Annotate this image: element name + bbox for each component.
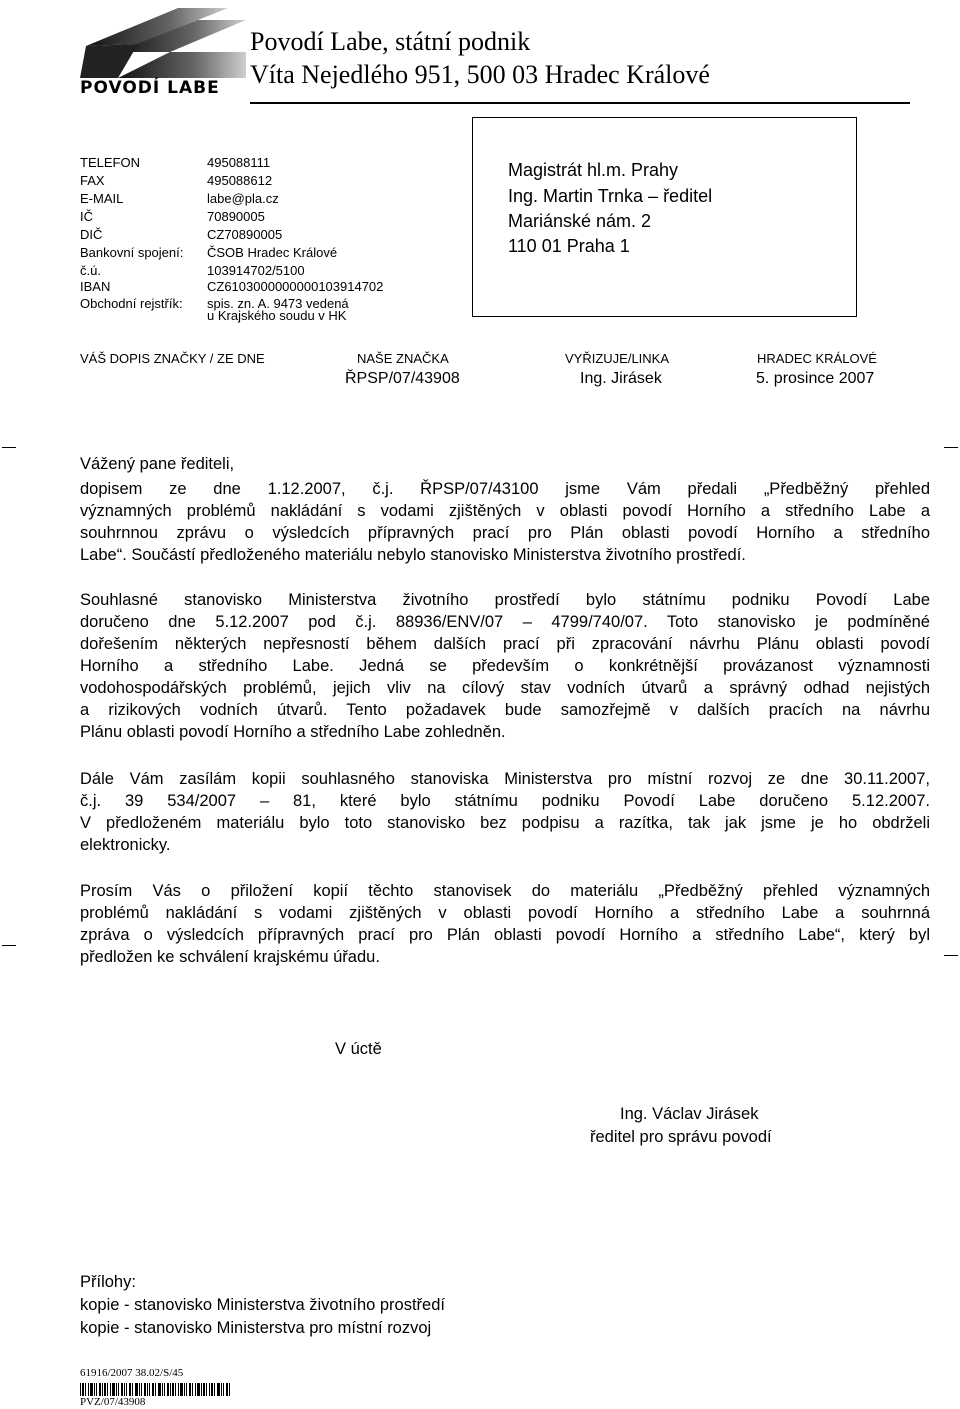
- paragraph-line: Dále Vám zasílám kopii souhlasného stanoviska Ministerstva pro místní rozvoj ze dne 30.11.2007,: [80, 770, 930, 788]
- recipient-line: Magistrát hl.m. Prahy: [508, 160, 679, 180]
- attachment-item: kopie - stanovisko Ministerstva pro místní rozvoj: [80, 1319, 432, 1337]
- contact-label: TELEFON: [80, 155, 140, 170]
- contact-label: č.ú.: [80, 263, 101, 278]
- paragraph-line: problémů nakládání s vodami zjištěných v oblasti povodí Horního a středního Labe a souhrnná: [80, 904, 930, 922]
- fold-mark: [2, 447, 16, 448]
- paragraph-line: Labe“. Součástí předloženého materiálu nebylo stanovisko Ministerstva životního prostředí.: [80, 546, 746, 564]
- contact-value: ČSOB Hradec Králové: [207, 245, 338, 260]
- your-ref-label: VÁŠ DOPIS ZNAČKY / ZE DNE: [80, 351, 265, 366]
- paragraph-line: dořešením některých nepřesností během dalších prací při zpracování návrhu Plánu oblasti povodí: [80, 635, 930, 653]
- contact-label: Obchodní rejstřík:: [80, 296, 183, 311]
- contact-block: [80, 155, 440, 323]
- our-ref-label: NAŠE ZNAČKA: [357, 351, 449, 366]
- contact-value: labe@pla.cz: [207, 191, 279, 206]
- contact-label: DIČ: [80, 227, 103, 242]
- paragraph-line: elektronicky.: [80, 836, 171, 854]
- contact-value: 70890005: [207, 209, 265, 224]
- barcode: [80, 1383, 230, 1396]
- signature-title: ředitel pro správu povodí: [590, 1128, 772, 1146]
- contact-value: 495088111: [207, 155, 271, 170]
- paragraph-line: předložen ke schválení krajskému úřadu.: [80, 948, 380, 966]
- place-label: HRADEC KRÁLOVÉ: [757, 351, 877, 366]
- paragraph-3: [80, 768, 930, 856]
- recipient-line: Ing. Martin Trnka – ředitel: [508, 186, 713, 206]
- salutation: Vážený pane řediteli,: [80, 455, 235, 473]
- contact-value: u Krajského soudu v HK: [207, 308, 347, 323]
- our-ref-value: ŘPSP/07/43908: [345, 370, 460, 387]
- paragraph-line: doručeno dne 5.12.2007 pod č.j. 88936/ENV/07 – 4799/740/07. Toto stanovisko je podmíněné: [80, 613, 930, 631]
- paragraph-line: Prosím Vás o přiložení kopií těchto stanovisek do materiálu „Předběžný přehled významných: [80, 882, 930, 900]
- contact-value: CZ6103000000000103914702: [207, 279, 384, 294]
- fold-mark: [944, 447, 958, 448]
- contact-label: E-MAIL: [80, 191, 124, 206]
- signature-name: Ing. Václav Jirásek: [620, 1105, 759, 1123]
- contact-label: Bankovní spojení:: [80, 245, 184, 260]
- paragraph-line: Plánu oblasti povodí Horního a středního Labe zohledněn.: [80, 723, 506, 741]
- paragraph-line: a rizikových vodních útvarů. Tento požadavek bude samozřejmě v dalších pracích na návrhu: [80, 701, 930, 719]
- recipient-line: Mariánské nám. 2: [508, 211, 652, 231]
- paragraph-1: [80, 478, 930, 566]
- handler-label: VYŘIZUJE/LINKA: [565, 351, 670, 366]
- paragraph-line: č.j. 39 534/2007 – 81, které bylo státnímu podniku Povodí Labe doručeno 5.12.2007.: [80, 792, 930, 810]
- company-address: Víta Nejedlého 951, 500 03 Hradec Králové: [250, 60, 710, 89]
- paragraph-line: Horního a středního Labe. Jedná se především o konkrétnější provázanost významnosti: [80, 657, 930, 675]
- company-name: Povodí Labe, státní podnik: [250, 27, 531, 56]
- recipient-line: 110 01 Praha 1: [508, 236, 630, 256]
- paragraph-line: zpráva o výsledcích přípravných prací pro Plán oblasti povodí Horního a středního Labe“, který byl: [80, 926, 930, 944]
- contact-value: spis. zn. A. 9473 vedená: [207, 296, 349, 311]
- date-value: 5. prosince 2007: [756, 370, 875, 387]
- paragraph-line: dopisem ze dne 1.12.2007, č.j. ŘPSP/07/43100 jsme Vám předali „Předběžný přehled: [80, 480, 930, 498]
- paragraph-line: V předloženém materiálu bylo toto stanovisko bez podpisu a razítka, tak jak jsme je ho obdrželi: [80, 814, 930, 832]
- attachment-item: kopie - stanovisko Ministerstva životního prostředí: [80, 1296, 445, 1314]
- fold-mark: [2, 945, 16, 946]
- contact-label: IBAN: [80, 279, 111, 294]
- header-divider: [250, 102, 910, 104]
- footer-barcode-id: PVZ/07/43908: [80, 1396, 146, 1408]
- closing: V úctě: [335, 1040, 382, 1058]
- paragraph-line: Souhlasné stanovisko Ministerstva životního prostředí bylo státnímu podniku Povodí Labe: [80, 591, 930, 609]
- paragraph-line: souhrnnou zprávu o výsledcích přípravných prací pro Plán oblasti povodí Horního a středního: [80, 524, 930, 542]
- contact-label: IČ: [80, 209, 93, 224]
- logo-text: POVODÍ LABE: [80, 78, 220, 98]
- fold-mark: [944, 955, 958, 956]
- attachments-label: Přílohy:: [80, 1273, 136, 1291]
- contact-value: CZ70890005: [207, 227, 283, 242]
- paragraph-2: [80, 589, 930, 743]
- contact-value: 103914702/5100: [207, 263, 305, 278]
- footer-ref-line: 61916/2007 38.02/S/45: [80, 1367, 184, 1379]
- paragraph-line: vodohospodářských problémů, jejich vliv na cílový stav vodních útvarů a správný odhad nejistých: [80, 679, 930, 697]
- handler-value: Ing. Jirásek: [580, 370, 662, 387]
- contact-label: FAX: [80, 173, 105, 188]
- contact-value: 495088612: [207, 173, 273, 188]
- paragraph-line: významných problémů nakládání s vodami zjištěných v oblasti povodí Horního a středního Labe a: [80, 502, 930, 520]
- paragraph-4: [80, 880, 930, 968]
